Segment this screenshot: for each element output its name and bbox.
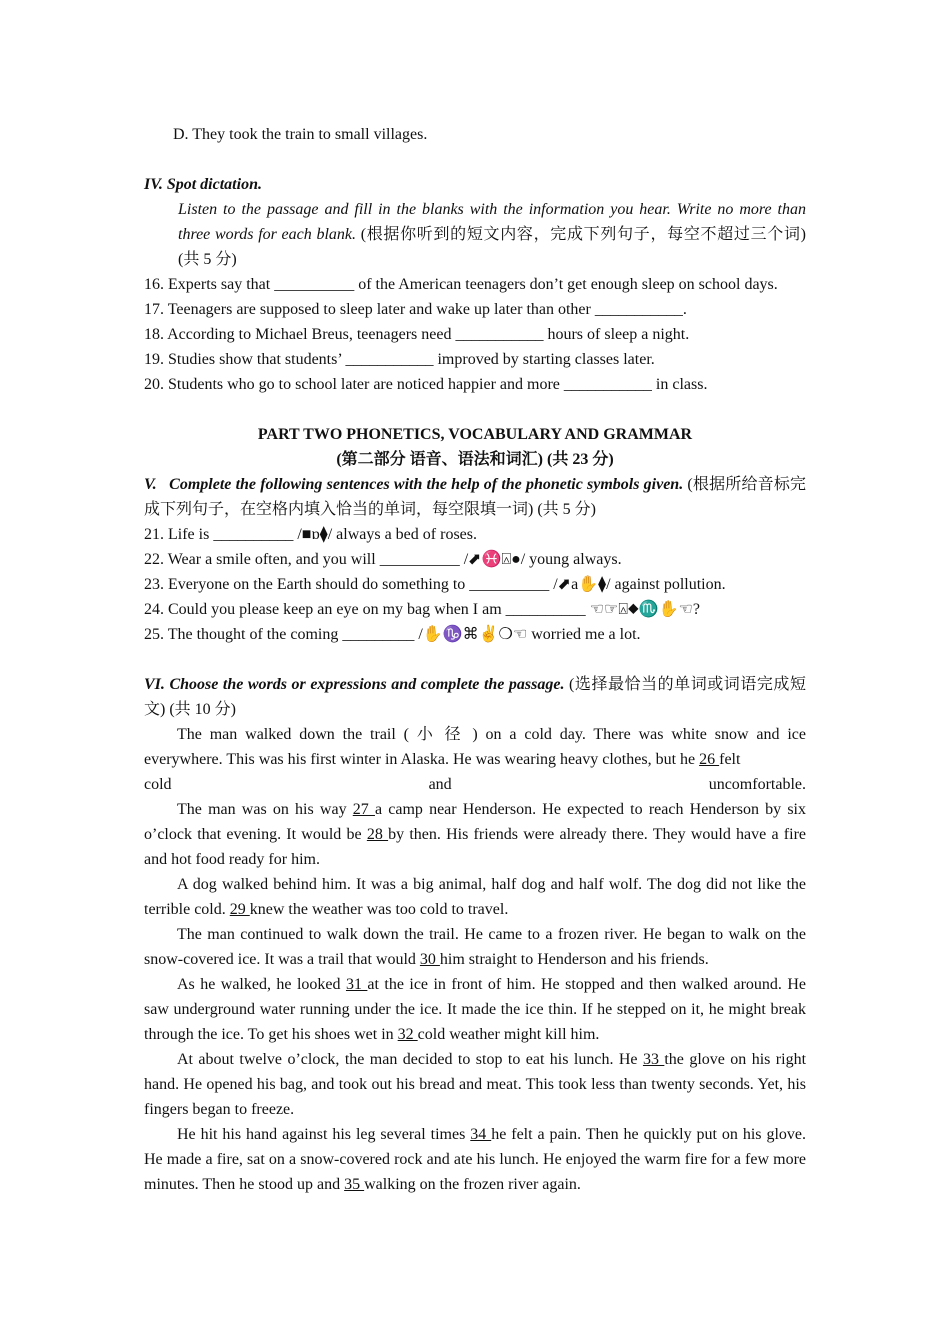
section-iv-heading: IV. Spot dictation. <box>144 176 262 193</box>
passage-text: As he walked, he looked <box>177 976 346 993</box>
passage-paragraph-1-end: cold and uncomfortable. <box>144 776 806 793</box>
section-v-label: V. <box>144 476 157 493</box>
passage-text: The man continued to walk down the trail. He came to a frozen river. He began to walk on the snow-covered ice. It was a trail that would <box>144 926 806 968</box>
passage-paragraph-5 <box>144 972 806 1047</box>
spacer <box>144 397 806 422</box>
passage-text: At about twelve o’clock, the man decided to stop to eat his lunch. He <box>177 1051 643 1068</box>
blank-34: 34 <box>470 1126 492 1143</box>
blank-35: 35 <box>344 1176 365 1193</box>
question-23: 23. Everyone on the Earth should do something to __________ /⬈a✋⧫/ against pollution. <box>144 576 726 593</box>
question-21: 21. Life is __________ /■ɒ⧫/ always a bed of roses. <box>144 526 477 543</box>
passage-text: knew the weather was too cold to travel. <box>249 901 509 918</box>
passage-text: by then. His friends were already there. They would have a fire and hot food ready for him. <box>144 826 807 868</box>
blank-28: 28 <box>366 826 389 843</box>
section-vi-heading <box>144 672 806 722</box>
section-vi-instr-cn: (选择最恰当的单词或词语完成短文) (共 10 分) <box>144 676 806 718</box>
passage-text: The man was on his way <box>177 801 353 818</box>
blank-30: 30 <box>419 951 440 968</box>
question-24: 24. Could you please keep an eye on my bag when I am __________ ☜☞⍓⬥♏✋☜? <box>144 601 700 618</box>
passage-text: walking on the frozen river again. <box>364 1176 581 1193</box>
passage-text: at the ice in front of him. He stopped and then walked around. He saw underground water running under the ice. It made the ice thin. If he stepped on it, he might break through the ice. To get his shoes wet in <box>144 976 807 1043</box>
section-iv-instr-en: Listen to the passage and fill in the blanks with the information you hear. Write no more than three words for each blank. <box>178 201 806 243</box>
question-25: 25. The thought of the coming _________ /✋♑⌘✌❍☜ worried me a lot. <box>144 626 641 643</box>
passage-text: the glove on his right hand. He opened his bag, and took out his bread and meat. This took less than twenty seconds. Yet, his fingers began to freeze. <box>144 1051 807 1118</box>
blank-33: 33 <box>642 1051 665 1068</box>
passage-text: cold weather might kill him. <box>417 1026 600 1043</box>
blank-26: 26 <box>699 751 720 768</box>
spacer <box>144 147 806 172</box>
option-d: D. They took the train to small villages. <box>173 126 428 143</box>
question-17: 17. Teenagers are supposed to sleep later and wake up later than other ___________. <box>144 301 687 318</box>
section-v-heading <box>144 472 806 522</box>
blank-31: 31 <box>345 976 368 993</box>
question-16: 16. Experts say that __________ of the American teenagers don’t get enough sleep on school days. <box>144 276 778 293</box>
worksheet-page <box>144 122 806 1197</box>
section-v-instr-cn: (根据所给音标完成下列句子，在空格内填入恰当的单词，每空限填一词) (共 5 分) <box>144 476 807 518</box>
passage-text: a camp near Henderson. He expected to reach Henderson by six o’clock that evening. It would be <box>144 801 806 843</box>
blank-32: 32 <box>397 1026 418 1043</box>
part-two-subtitle: (第二部分 语音、语法和词汇) (共 23 分) <box>336 451 614 468</box>
passage-text: he felt a pain. Then he quickly put on his glove. He made a fire, sat on a snow-covered rock and ate his lunch. He enjoyed the warm fire for a few more minutes. Then he stood up and <box>144 1126 806 1193</box>
section-vi-title: VI. Choose the words or expressions and complete the passage. <box>144 676 565 693</box>
passage-text: The man walked down the trail ( 小 径 ) on a cold day. There was white snow and ice everywhere. This was his first winter in Alaska. He was wearing heavy clothes, but he <box>144 726 806 768</box>
passage-text: A dog walked behind him. It was a big animal, half dog and half wolf. The dog did not like the terrible cold. <box>144 876 806 918</box>
passage-paragraph-1 <box>144 722 806 772</box>
question-19: 19. Studies show that students’ ___________ improved by starting classes later. <box>144 351 655 368</box>
section-iv-instructions <box>144 197 806 272</box>
passage-text: He hit his hand against his leg several times <box>177 1126 471 1143</box>
question-20: 20. Students who go to school later are noticed happier and more ___________ in class. <box>144 376 708 393</box>
passage-paragraph-7 <box>144 1122 806 1197</box>
passage-text: felt <box>719 751 741 768</box>
passage-text: him straight to Henderson and his friends. <box>439 951 709 968</box>
blank-29: 29 <box>229 901 250 918</box>
blank-27: 27 <box>352 801 375 818</box>
question-18: 18. According to Michael Breus, teenagers need ___________ hours of sleep a night. <box>144 326 690 343</box>
section-iv-instr-cn: (根据你听到的短文内容，完成下列句子，每空不超过三个词) (共 5 分) <box>178 226 806 268</box>
question-22: 22. Wear a smile often, and you will __________ /⬈♓⍓●/ young always. <box>144 551 622 568</box>
section-v-title: Complete the following sentences with the help of the phonetic symbols given. <box>169 476 684 493</box>
passage-paragraph-6 <box>144 1047 806 1122</box>
passage-paragraph-3 <box>144 872 806 922</box>
spacer <box>144 647 806 672</box>
passage-paragraph-4 <box>144 922 806 972</box>
passage-paragraph-2 <box>144 797 806 872</box>
part-two-title: PART TWO PHONETICS, VOCABULARY AND GRAMMAR <box>257 426 693 443</box>
